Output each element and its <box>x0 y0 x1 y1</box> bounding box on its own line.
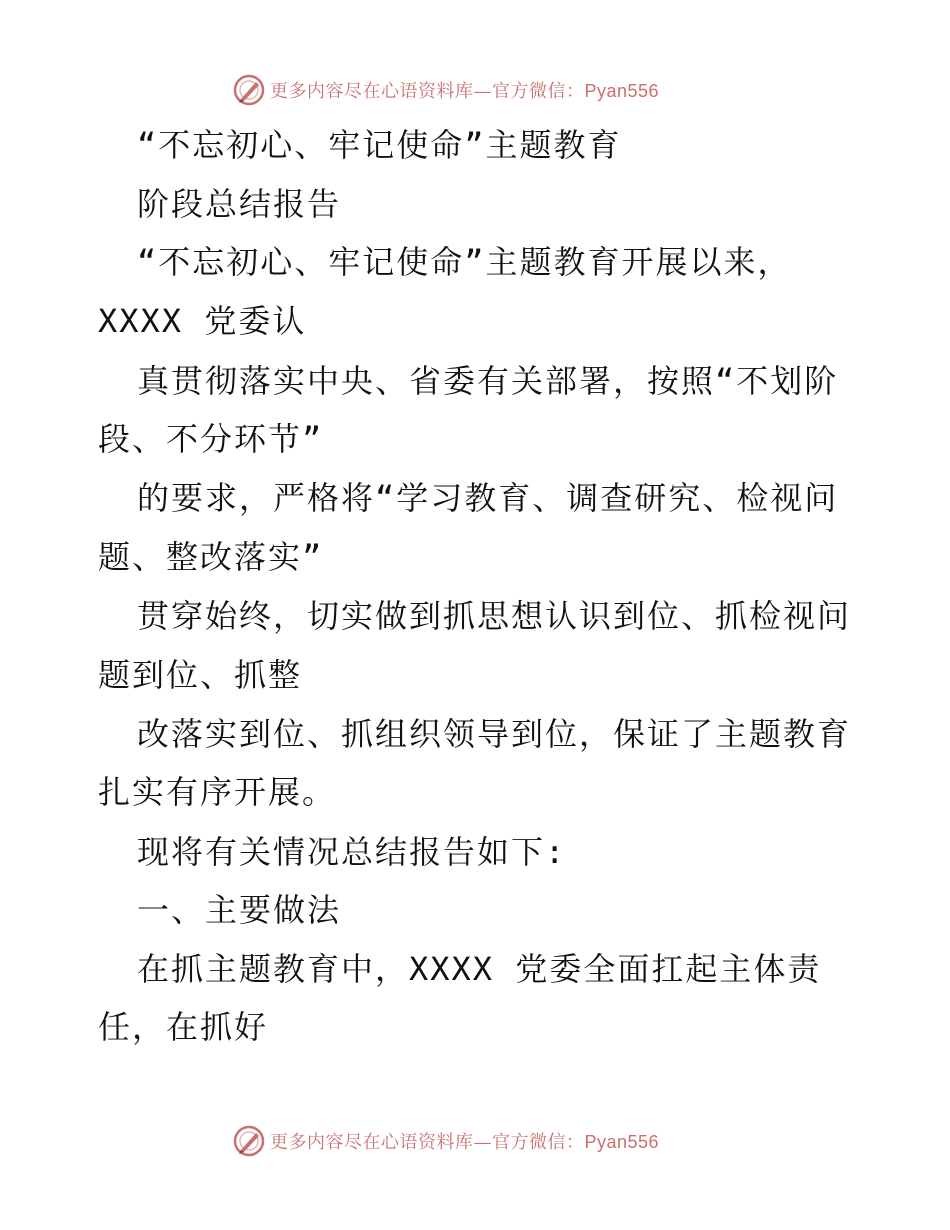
paragraph-line: 在抓主题教育中，XXXX 党委全面扛起主体责 <box>137 950 822 988</box>
paragraph-line: 贯穿始终，切实做到抓思想认识到位、抓检视问 <box>137 597 852 635</box>
watermark-wechat-id: Pyan556 <box>584 81 660 101</box>
watermark-text: 更多内容尽在心语资料库—官方微信：Pyan556 <box>270 1132 660 1153</box>
paragraph-line: 段、不分环节” <box>98 420 324 458</box>
paragraph-line: 真贯彻落实中央、省委有关部署，按照“不划阶 <box>137 362 839 400</box>
paragraph-line: “不忘初心、牢记使命”主题教育开展以来， <box>137 243 792 281</box>
paragraph-line: 的要求，严格将“学习教育、调查研究、检视问 <box>137 479 839 517</box>
paragraph-line: 题、整改落实” <box>98 538 324 576</box>
doc-title-line-2: 阶段总结报告 <box>137 185 342 223</box>
pen-circle-logo-icon <box>232 1124 266 1158</box>
section-heading: 一、主要做法 <box>137 891 342 929</box>
paragraph-line: 任，在抓好 <box>98 1008 269 1046</box>
watermark-wechat-id: Pyan556 <box>584 1132 660 1152</box>
doc-title-line-1: “不忘初心、牢记使命”主题教育 <box>137 126 622 164</box>
paragraph-line: 改落实到位、抓组织领导到位，保证了主题教育 <box>137 715 852 753</box>
watermark-banner-bottom <box>232 1121 732 1161</box>
paragraph-line: 扎实有序开展。 <box>98 773 337 811</box>
paragraph-line: XXXX 党委认 <box>98 302 307 340</box>
paragraph-line: 现将有关情况总结报告如下: <box>137 833 567 871</box>
watermark-text: 更多内容尽在心语资料库—官方微信：Pyan556 <box>270 81 660 102</box>
paragraph-line: 题到位、抓整 <box>98 656 303 694</box>
